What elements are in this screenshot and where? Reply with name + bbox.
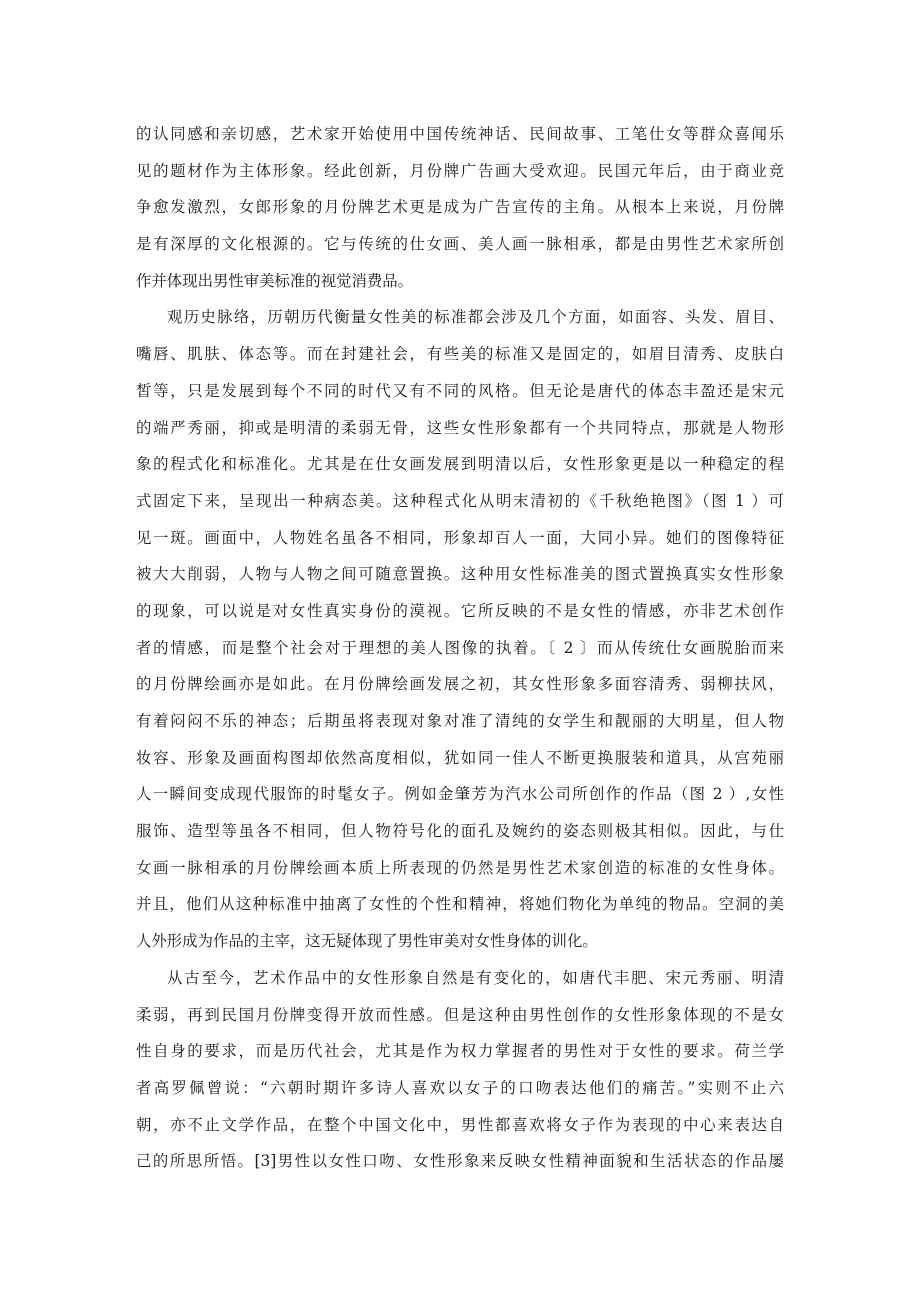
text-line: 见的题材作为主体形象。经此创新，月份牌广告画大受欢迎。民国元年后，由于商业竞 — [136, 161, 784, 180]
text-line: 被大大削弱，人物与人物之间可随意置换。这种用女性标准美的图式置换真实女性形象 — [136, 565, 784, 584]
text-line: 人外形成为作品的主宰，这无疑体现了男性审美对女性身体的训化。 — [136, 932, 598, 951]
text-line: 柔弱，再到民国月份牌变得开放而性感。但是这种由男性创作的女性形象体现的不是女 — [136, 1005, 784, 1024]
text-line: 性自身的要求，而是历代社会，尤其是作为权力掌握者的男性对于女性的要求。荷兰学 — [136, 1042, 784, 1061]
text-line: 从古至今，艺术作品中的女性形象自然是有变化的，如唐代丰肥、宋元秀丽、明清 — [167, 968, 784, 987]
text-line: 有着闷闷不乐的神态；后期虽将表现对象对准了清纯的女学生和靓丽的大明星，但人物 — [136, 712, 784, 730]
text-line: 女画一脉相承的月份牌绘画本质上所表现的仍然是男性艺术家创造的标准的女性身体。 — [136, 858, 784, 877]
text-line: 观历史脉络，历朝历代衡量女性美的标准都会涉及几个方面，如面容、头发、眉目、 — [167, 308, 784, 327]
text-line: 服饰、造型等虽各不相同，但人物符号化的面孔及婉约的姿态则极其相似。因此，与仕 — [136, 822, 784, 841]
text-line: 者的情感，而是整个社会对于理想的美人图像的执着。〔 2 〕而从传统仕女画脱胎而来 — [136, 638, 784, 657]
text-line: 作并体现出男性审美标准的视觉消费品。 — [136, 271, 414, 290]
text-line: 见一斑。画面中，人物姓名虽各不相同，形象却百人一面，大同小异。她们的图像特征 — [136, 528, 784, 547]
text-line: 己的所思所悟。[3]男性以女性口吻、女性形象来反映女性精神面貌和生活状态的作品屡 — [136, 1152, 784, 1171]
text-line: 朝，亦不止文学作品，在整个中国文化中，男性都喜欢将女子作为表现的中心来表达自 — [136, 1115, 784, 1134]
text-line: 并且，他们从这种标准中抽离了女性的个性和精神，将她们物化为单纯的物品。空洞的美 — [136, 895, 784, 914]
text-line: 者高罗佩曾说：“六朝时期许多诗人喜欢以女子的口吻表达他们的痛苦。”实则不止六 — [136, 1078, 784, 1097]
text-line: 人一瞬间变成现代服饰的时髦女子。例如金肇芳为汽水公司所创作的作品（图 2 ）,女性 — [136, 785, 784, 804]
text-line: 象的程式化和标准化。尤其是在仕女画发展到明清以后，女性形象更是以一种稳定的程 — [136, 455, 784, 474]
document-body — [136, 116, 784, 1180]
text-line: 的认同感和亲切感，艺术家开始使用中国传统神话、民间故事、工笔仕女等群众喜闻乐 — [136, 125, 784, 143]
text-line: 的现象，可以说是对女性真实身份的漠视。它所反映的不是女性的情感，亦非艺术创作 — [136, 601, 784, 620]
text-line: 嘴唇、肌肤、体态等。而在封建社会，有些美的标准又是固定的，如眉目清秀、皮肤白 — [136, 345, 784, 364]
text-line: 妆容、形象及画面构图却依然高度相似，犹如同一佳人不断更换服装和道具，从宫苑丽 — [136, 748, 784, 767]
text-line: 是有深厚的文化根源的。它与传统的仕女画、美人画一脉相承，都是由男性艺术家所创 — [136, 235, 784, 254]
text-line: 的月份牌绘画亦是如此。在月份牌绘画发展之初，其女性形象多面容清秀、弱柳扶风， — [136, 675, 784, 694]
text-line: 式固定下来，呈现出一种病态美。这种程式化从明末清初的《千秋绝艳图》（图 1 ）可 — [136, 491, 784, 510]
text-line: 争愈发激烈，女郎形象的月份牌艺术更是成为广告宣传的主角。从根本上来说，月份牌 — [136, 198, 784, 217]
text-line: 的端严秀丽，抑或是明清的柔弱无骨，这些女性形象都有一个共同特点，那就是人物形 — [136, 418, 784, 437]
text-line: 皙等，只是发展到每个不同的时代又有不同的风格。但无论是唐代的体态丰盈还是宋元 — [136, 381, 784, 400]
